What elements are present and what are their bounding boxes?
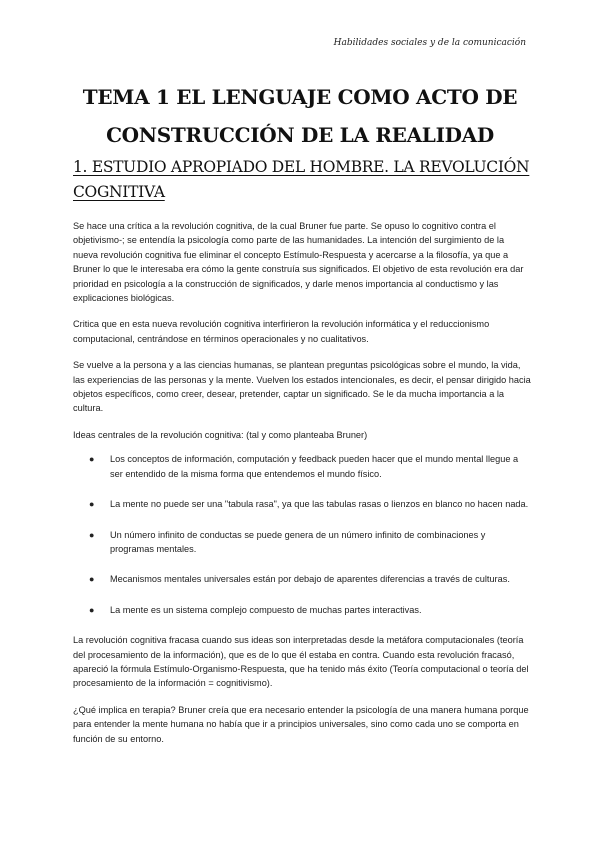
list-item-text: Los conceptos de información, computación y feedback pueden hacer que el mundo mental llegue a ser entendido de la misma forma que entendemos el mundo físico. [110, 454, 519, 479]
list-item [73, 572, 531, 586]
list-item [73, 497, 531, 511]
section-heading: 1. ESTUDIO APROPIADO DEL HOMBRE. LA REVOLUCIÓN COGNITIVA [73, 158, 530, 201]
bullet-icon: ● [89, 529, 95, 540]
list-item [73, 452, 531, 481]
paragraph: Critica que en esta nueva revolución cognitiva interfirieron la revolución informática y el reduccionismo computacional, centrándose en términos operacionales y no cualitativos. [73, 319, 490, 344]
list-item-text: La mente no puede ser una "tabula rasa", ya que las tabulas rasas o lienzos en blanco no hacen nada. [110, 499, 529, 510]
document-body [73, 219, 531, 758]
bullet-icon: ● [89, 604, 95, 615]
paragraph: Se hace una crítica a la revolución cognitiva, de la cual Bruner fue parte. Se opuso lo cognitivo contra el objetivismo-; se entendía la psicología como parte de las humanidades. La intención del surgimiento de la nueva revolución cognitiva fue eliminar el concepto Estímulo-Respuesta y acercarse a la filosofía, ya que a Bruner lo que le interesaba era cómo la gente construía sus significados. El objetivo de esta revolución era dar prioridad en psicología a la construcción de significados, y darle menos importancia al conductismo y las explicaciones biológicas. [73, 221, 524, 304]
bullet-icon: ● [89, 574, 95, 585]
title-line-2: CONSTRUCCIÓN DE LA REALIDAD [106, 123, 494, 147]
bullet-icon: ● [89, 454, 95, 465]
running-header: Habilidades sociales y de la comunicación [333, 38, 526, 48]
list-item-text: Mecanismos mentales universales están por debajo de aparentes diferencias a través de culturas. [110, 574, 510, 585]
paragraph: Ideas centrales de la revolución cognitiva: (tal y como planteaba Bruner) [73, 429, 368, 440]
paragraph: La revolución cognitiva fracasa cuando sus ideas son interpretadas desde la metáfora computacionales (teoría del procesamiento de la información), que es de lo que él estaba en contra. Cuando esta revolución fracasó, apareció la fórmula Estímulo-Organismo-Respuesta, que ha tenido más éxito (Teoría computacional o teoría del procesamiento de la información = cognitivismo). [73, 635, 529, 689]
ideas-list [73, 452, 531, 617]
bullet-icon: ● [89, 499, 95, 510]
list-item [73, 603, 531, 617]
list-item [73, 528, 531, 557]
list-item-text: Un número infinito de conductas se puede genera de un número infinito de combinaciones y programas mentales. [110, 529, 486, 554]
paragraph: ¿Qué implica en terapia? Bruner creía que era necesario entender la psicología de una manera humana porque para entender la mente humana no había que ir a principios universales, sino como cada uno se comporta en función de su entorno. [73, 704, 529, 744]
paragraph: Se vuelve a la persona y a las ciencias humanas, se plantean preguntas psicológicas sobre el mundo, la vida, las experiencias de las personas y la mente. Vuelven los estados intencionales, es decir, el pensar dirigido hacia objetos específicos, como creer, desear, pretender, captar un significado. Se le da mucha importancia a la cultura. [73, 360, 531, 414]
title-line-1: TEMA 1 EL LENGUAJE COMO ACTO DE [82, 85, 518, 109]
list-item-text: La mente es un sistema complejo compuesto de muchas partes interactivas. [110, 604, 422, 615]
page-title [60, 78, 540, 154]
